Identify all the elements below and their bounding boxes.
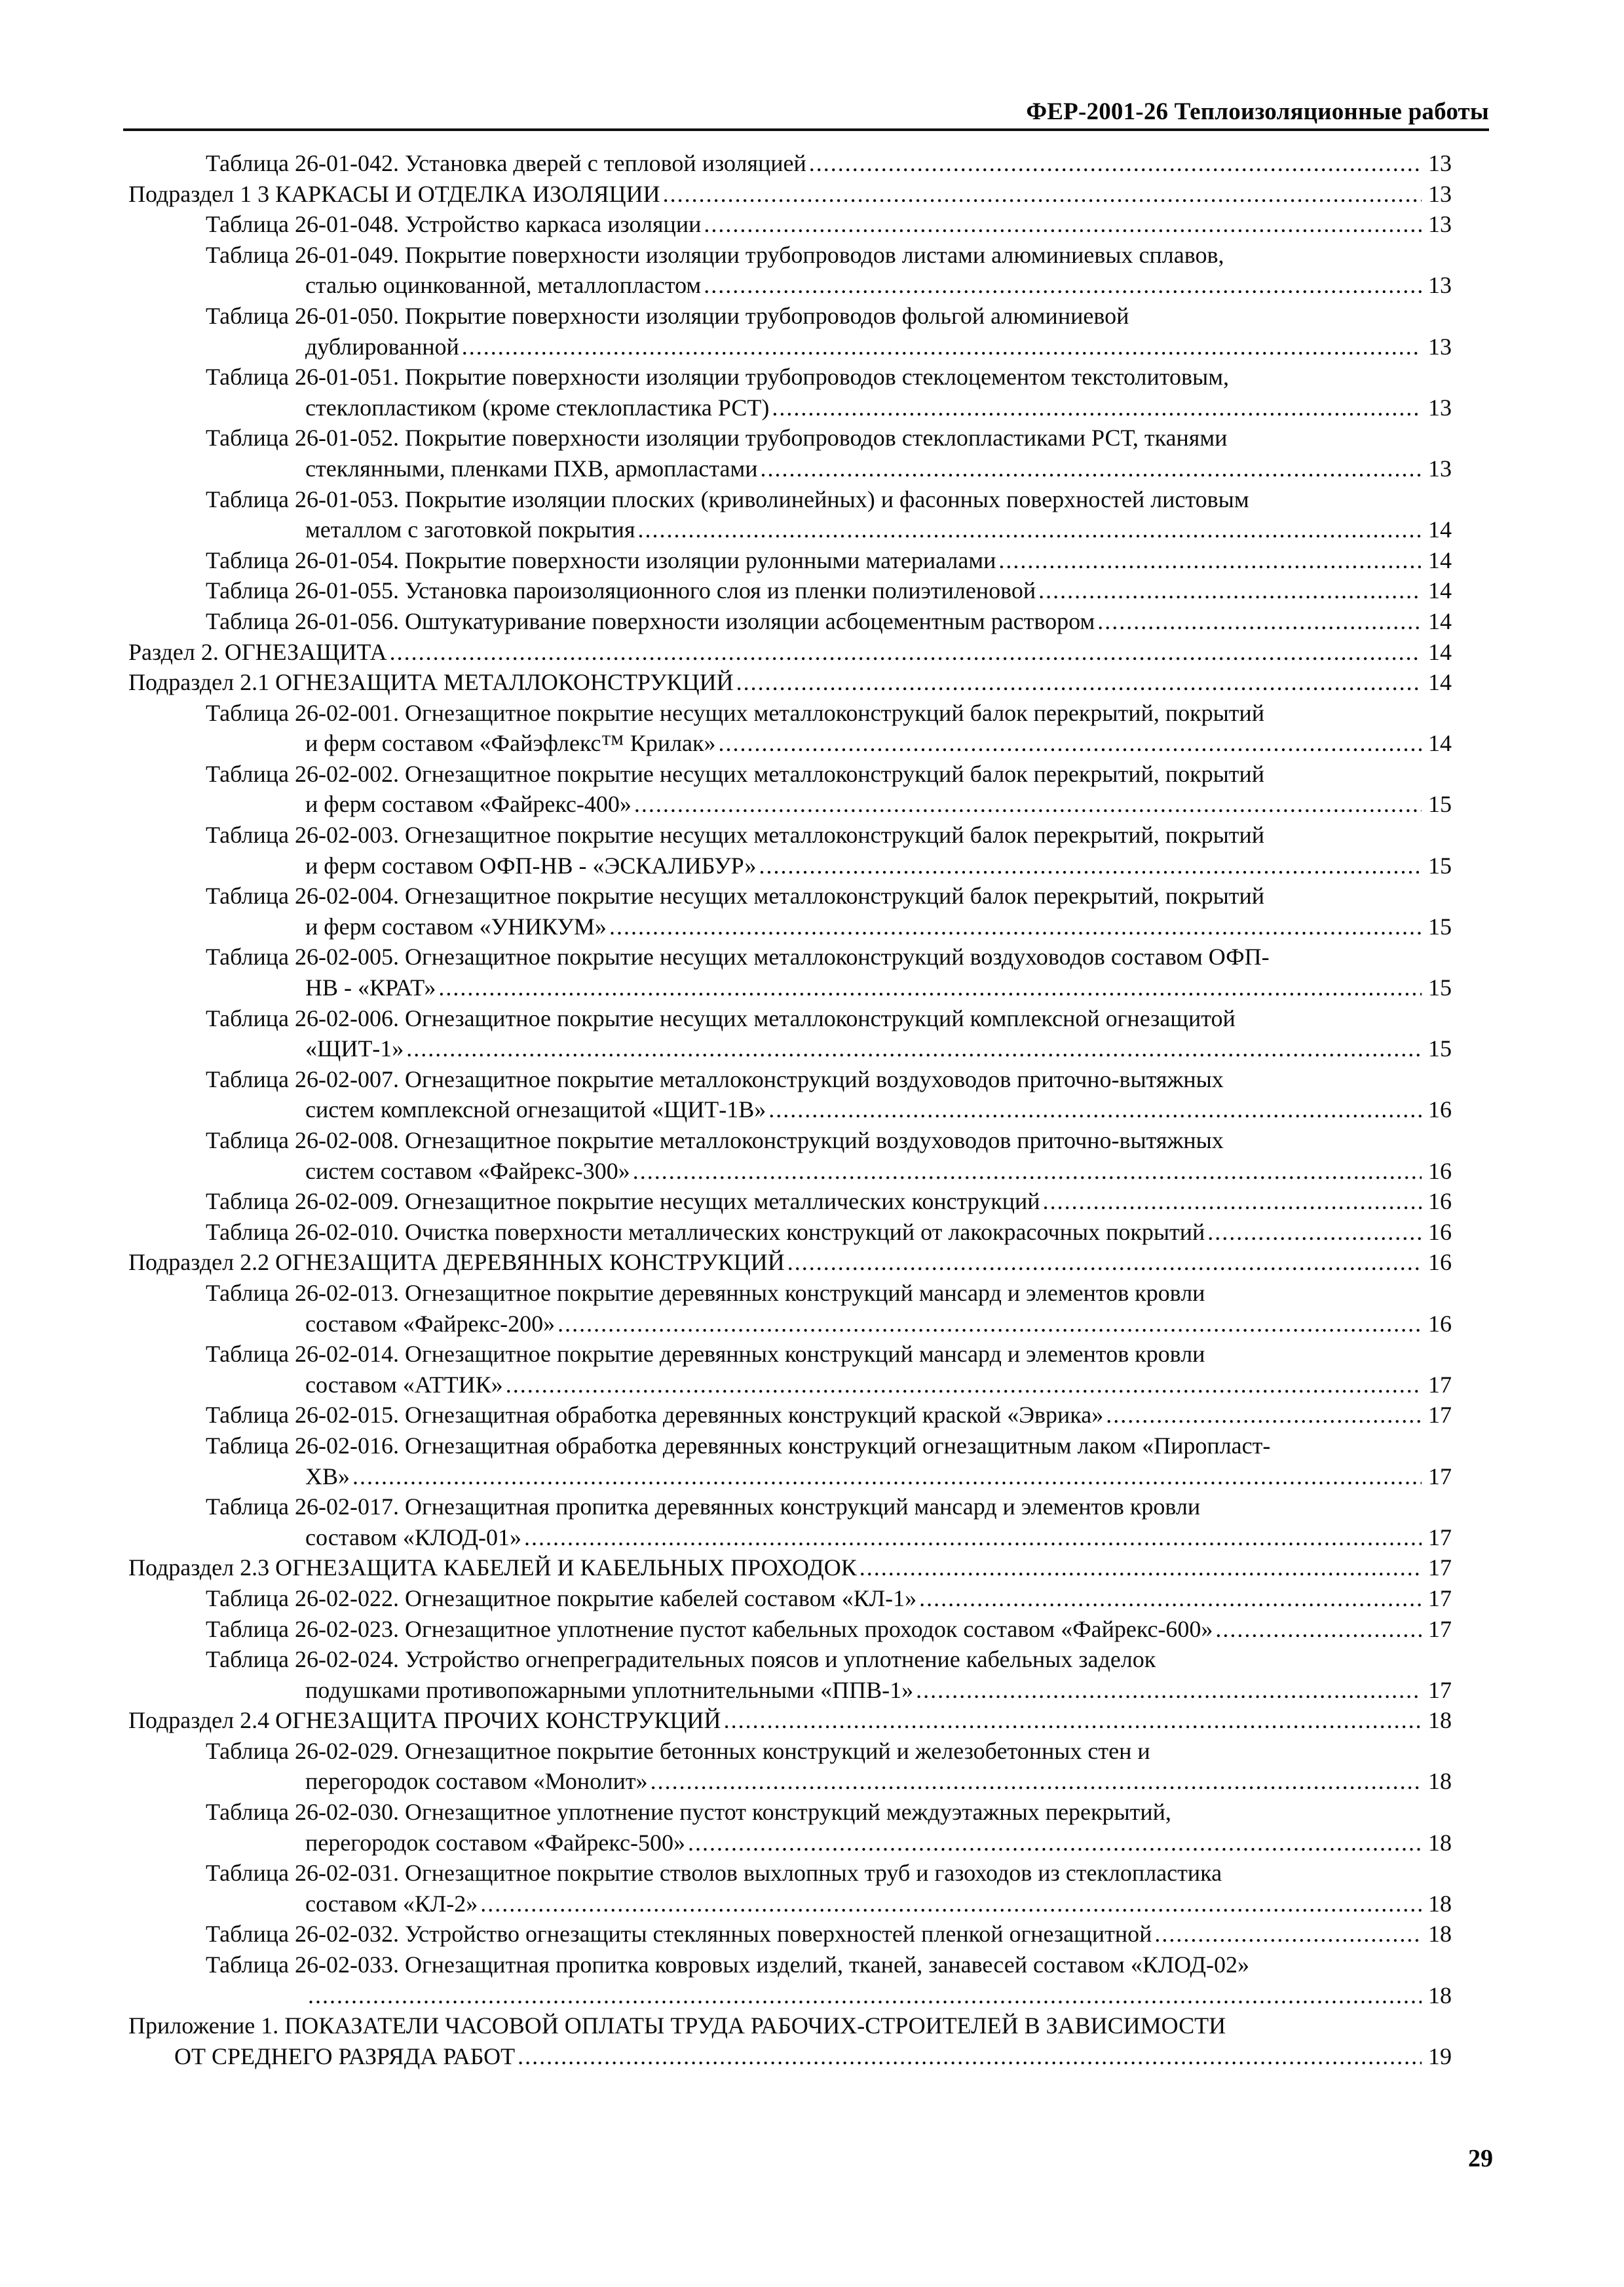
dot-leader (480, 1889, 1422, 1919)
toc-entry-line (206, 972, 1452, 1003)
toc-entry-line (128, 2041, 1452, 2072)
toc-entry-text: Подраздел 1 3 КАРКАСЫ И ОТДЕЛКА ИЗОЛЯЦИИ (128, 180, 660, 207)
toc-entry-text: Таблица 26-01-051. Покрытие поверхности изоляции трубопроводов стеклоцементом текстолитовым, (206, 364, 1230, 391)
toc-entry-text: перегородок составом «Файрекс-500» (305, 1829, 685, 1856)
toc-page-number: 14 (1428, 516, 1452, 543)
toc-entry-text: Таблица 26-02-030. Огнезащитное уплотнение пустот конструкций междуэтажных перекрытий, (206, 1799, 1171, 1826)
page-number: 29 (1468, 2145, 1493, 2172)
toc-page-number: 15 (1428, 974, 1452, 1001)
toc-page-number: 13 (1428, 333, 1452, 360)
toc-entry-text: металлом с заготовкой покрытия (305, 516, 635, 543)
toc-page-number: 18 (1428, 1707, 1452, 1734)
table-of-contents (128, 148, 1452, 2071)
toc-page-number: 13 (1428, 272, 1452, 299)
dot-leader (761, 453, 1422, 484)
toc-page-number: 18 (1428, 1982, 1452, 2008)
toc-entry[interactable] (128, 1552, 1452, 1583)
dot-leader (998, 545, 1422, 576)
toc-page-number: 17 (1428, 1524, 1452, 1550)
toc-entry[interactable] (128, 1583, 1452, 1614)
toc-entry-text: Таблица 26-01-048. Устройство каркаса изоляции (206, 211, 702, 238)
toc-entry-text: Таблица 26-02-023. Огнезащитное уплотнение пустот кабельных проходок составом «Файрекс-600» (206, 1615, 1213, 1642)
dot-leader (1154, 1919, 1422, 1950)
dot-leader (638, 514, 1422, 545)
toc-entry[interactable] (128, 1614, 1452, 1645)
toc-entry[interactable] (128, 1339, 1452, 1400)
toc-page-number: 19 (1428, 2043, 1452, 2069)
toc-entry-text: Раздел 2. ОГНЕЗАЩИТА (128, 638, 387, 665)
dot-leader (406, 1033, 1422, 1064)
toc-entry-text: Таблица 26-01-054. Покрытие поверхности изоляции рулонными материалами (206, 547, 996, 573)
toc-entry[interactable] (128, 575, 1452, 606)
dot-leader (651, 1766, 1422, 1797)
toc-entry-text: сталью оцинкованной, металлопластом (305, 272, 702, 299)
dot-leader (772, 393, 1422, 423)
toc-entry-line (206, 851, 1452, 881)
toc-page-number: 15 (1428, 852, 1452, 879)
toc-entry[interactable] (128, 1064, 1452, 1125)
toc-entry[interactable] (128, 759, 1452, 820)
toc-entry-line (206, 1766, 1452, 1797)
toc-entry[interactable] (128, 667, 1452, 698)
toc-entry-text: перегородок составом «Монолит» (305, 1768, 648, 1795)
toc-entry-line (128, 1705, 1452, 1736)
toc-entry[interactable] (128, 606, 1452, 637)
toc-page-number: 18 (1428, 1890, 1452, 1917)
toc-entry-text: Таблица 26-02-032. Устройство огнезащиты стеклянных поверхностей пленкой огнезащитной (206, 1921, 1152, 1948)
toc-entry-line (206, 1583, 1452, 1614)
toc-entry-line (206, 148, 1452, 179)
toc-entry-text: Таблица 26-02-022. Огнезащитное покрытие кабелей составом «КЛ-1» (206, 1585, 917, 1611)
toc-entry[interactable] (128, 545, 1452, 576)
toc-page-number: 14 (1428, 638, 1452, 665)
toc-entry[interactable] (128, 301, 1452, 362)
toc-entry-line (206, 209, 1452, 240)
toc-entry[interactable] (128, 1736, 1452, 1797)
toc-entry-text: стеклянными, пленками ПХВ, армопластами (305, 455, 758, 482)
dot-leader (557, 1309, 1422, 1339)
toc-entry-text: Таблица 26-01-053. Покрытие изоляции плоских (криволинейных) и фасонных поверхностей листовым (206, 486, 1249, 512)
toc-page-number: 16 (1428, 1249, 1452, 1276)
dot-leader (1038, 575, 1422, 606)
toc-entry-text: Таблица 26-01-056. Оштукатуривание поверхности изоляции асбоцементным раствором (206, 607, 1095, 634)
toc-entry[interactable] (128, 1950, 1452, 2010)
toc-entry-line (206, 453, 1452, 484)
toc-entry-line (128, 667, 1452, 698)
toc-page-number: 17 (1428, 1371, 1452, 1398)
toc-entry-text: Таблица 26-02-031. Огнезащитное покрытие стволов выхлопных труб и газоходов из стеклопластика (206, 1860, 1222, 1887)
toc-page-number: 17 (1428, 1585, 1452, 1611)
toc-page-number: 13 (1428, 180, 1452, 207)
toc-entry-line (206, 1828, 1452, 1858)
dot-leader (1207, 1217, 1422, 1248)
toc-entry[interactable] (128, 1278, 1452, 1339)
document-title: ФЕР-2001-26 Теплоизоляционные работы (1026, 98, 1489, 125)
toc-entry[interactable] (128, 1003, 1452, 1064)
toc-entry-text: Таблица 26-02-017. Огнезащитная пропитка деревянных конструкций мансард и элементов кровли (206, 1493, 1201, 1520)
toc-entry-line (206, 1094, 1452, 1125)
toc-page-number: 17 (1428, 1463, 1452, 1489)
toc-entry-text: Таблица 26-01-050. Покрытие поверхности изоляции трубопроводов фольгой алюминиевой (206, 302, 1129, 329)
toc-entry[interactable] (128, 1125, 1452, 1186)
toc-entry-line (206, 1980, 1452, 2011)
toc-entry[interactable] (128, 1400, 1452, 1431)
toc-page-number: 14 (1428, 730, 1452, 757)
toc-entry-text: Таблица 26-02-001. Огнезащитное покрытие несущих металлоконструкций балок перекрытий, покрытий (206, 699, 1265, 726)
toc-entry-line (206, 728, 1452, 759)
dot-leader (506, 1370, 1422, 1400)
toc-entry[interactable] (128, 2010, 1452, 2071)
toc-entry-text: Таблица 26-02-005. Огнезащитное покрытие несущих металлоконструкций воздуховодов составом ОФП- (206, 944, 1270, 971)
dot-leader (609, 912, 1422, 942)
toc-entry-text: подушками противопожарными уплотнительными «ППВ-1» (305, 1676, 914, 1703)
dot-leader (1215, 1614, 1422, 1645)
toc-page-number: 17 (1428, 1554, 1452, 1581)
dot-leader (809, 148, 1422, 179)
toc-entry-text: Таблица 26-01-055. Установка пароизоляционного слоя из пленки полиэтиленовой (206, 577, 1036, 604)
toc-entry-line (206, 545, 1452, 576)
toc-entry-line (206, 1614, 1452, 1645)
toc-entry-text: Таблица 26-02-003. Огнезащитное покрытие несущих металлоконструкций балок перекрытий, покрытий (206, 822, 1265, 849)
toc-page-number: 16 (1428, 1218, 1452, 1245)
toc-entry-line (128, 1552, 1452, 1583)
toc-page-number: 18 (1428, 1921, 1452, 1948)
toc-entry-text: дублированной (305, 333, 459, 360)
toc-entry-text: Таблица 26-02-002. Огнезащитное покрытие несущих металлоконструкций балок перекрытий, покрытий (206, 760, 1265, 787)
toc-entry[interactable] (128, 1217, 1452, 1248)
toc-entry-line (206, 1217, 1452, 1248)
toc-entry-text: Таблица 26-02-010. Очистка поверхности металлических конструкций от лакокрасочных покрытий (206, 1218, 1205, 1245)
toc-entry-line (206, 393, 1452, 423)
toc-page-number: 18 (1428, 1829, 1452, 1856)
toc-entry[interactable] (128, 1247, 1452, 1278)
toc-entry-line (206, 1156, 1452, 1187)
toc-page-number: 13 (1428, 394, 1452, 421)
toc-page-number: 16 (1428, 1310, 1452, 1337)
dot-leader (787, 1247, 1422, 1278)
toc-entry-text: Таблица 26-02-009. Огнезащитное покрытие несущих металлических конструкций (206, 1188, 1040, 1215)
toc-entry[interactable] (128, 240, 1452, 301)
toc-entry-text: Подраздел 2.4 ОГНЕЗАЩИТА ПРОЧИХ КОНСТРУКЦИЙ (128, 1707, 721, 1734)
toc-entry-text: НВ - «КРАТ» (305, 974, 436, 1001)
toc-entry-text: ХВ» (305, 1463, 350, 1489)
toc-entry[interactable] (128, 423, 1452, 484)
toc-entry-text: Приложение 1. ПОКАЗАТЕЛИ ЧАСОВОЙ ОПЛАТЫ ТРУДА РАБОЧИХ-СТРОИТЕЛЕЙ В ЗАВИСИМОСТИ (128, 2012, 1226, 2039)
toc-page-number: 16 (1428, 1096, 1452, 1123)
dot-leader (916, 1675, 1422, 1706)
toc-entry-text: Таблица 26-02-014. Огнезащитное покрытие деревянных конструкций мансард и элементов кровли (206, 1341, 1205, 1368)
toc-page-number: 14 (1428, 577, 1452, 604)
toc-entry-text: Таблица 26-02-033. Огнезащитная пропитка ковровых изделий, тканей, занавесей составом «КЛОД-02» (206, 1951, 1249, 1978)
toc-page-number: 17 (1428, 1615, 1452, 1642)
toc-page-number: 15 (1428, 791, 1452, 818)
toc-entry-text: Таблица 26-02-004. Огнезащитное покрытие несущих металлоконструкций балок перекрытий, покрытий (206, 883, 1265, 910)
toc-entry-line (206, 789, 1452, 820)
toc-entry-line (206, 1675, 1452, 1706)
dot-leader (352, 1461, 1422, 1492)
dot-leader (308, 1980, 1422, 2011)
dot-leader (1043, 1186, 1422, 1217)
toc-entry-text: Таблица 26-02-016. Огнезащитная обработка деревянных конструкций огнезащитным лаком «Пиропласт- (206, 1432, 1271, 1459)
toc-page-number: 14 (1428, 547, 1452, 573)
toc-page-number: 14 (1428, 669, 1452, 696)
toc-entry-text: «ЩИТ-1» (305, 1035, 404, 1062)
toc-entry-text: Таблица 26-01-052. Покрытие поверхности изоляции трубопроводов стеклопластиками РСТ, тканями (206, 425, 1228, 452)
toc-entry-text: и ферм составом ОФП-НВ - «ЭСКАЛИБУР» (305, 852, 757, 879)
toc-entry-text: и ферм составом «Файэфлекс™ Крилак» (305, 730, 716, 757)
toc-entry-line (206, 1370, 1452, 1400)
dot-leader (633, 1156, 1422, 1187)
dot-leader (634, 789, 1422, 820)
dot-leader (462, 332, 1422, 362)
toc-entry-line (206, 1919, 1452, 1950)
toc-page-number: 17 (1428, 1402, 1452, 1429)
toc-entry[interactable] (128, 881, 1452, 942)
toc-entry-text: и ферм составом «Файрекс-400» (305, 791, 632, 818)
toc-page-number: 18 (1428, 1768, 1452, 1795)
toc-entry-text: Подраздел 2.2 ОГНЕЗАЩИТА ДЕРЕВЯННЫХ КОНСТРУКЦИЙ (128, 1249, 785, 1276)
toc-entry-text: ОТ СРЕДНЕГО РАЗРЯДА РАБОТ (174, 2043, 516, 2069)
toc-page-number: 13 (1428, 211, 1452, 238)
dot-leader (688, 1828, 1422, 1858)
toc-entry-text: и ферм составом «УНИКУМ» (305, 913, 607, 940)
toc-entry-line (206, 1309, 1452, 1339)
toc-page-number: 13 (1428, 455, 1452, 482)
toc-entry-text: Таблица 26-02-015. Огнезащитная обработка деревянных конструкций краской «Эврика» (206, 1402, 1104, 1429)
toc-entry-text: Подраздел 2.1 ОГНЕЗАЩИТА МЕТАЛЛОКОНСТРУКЦИЙ (128, 669, 734, 696)
toc-entry-line (206, 514, 1452, 545)
dot-leader (663, 179, 1422, 210)
dot-leader (724, 1705, 1422, 1736)
toc-entry-text: систем комплексной огнезащитой «ЩИТ-1В» (305, 1096, 766, 1123)
dot-leader (1106, 1400, 1422, 1431)
toc-page-number: 14 (1428, 607, 1452, 634)
dot-leader (518, 2041, 1422, 2072)
toc-entry-line (206, 912, 1452, 942)
toc-entry-line (128, 1247, 1452, 1278)
toc-entry-text: Таблица 26-02-008. Огнезащитное покрытие металлоконструкций воздуховодов приточно-вытяжных (206, 1127, 1224, 1153)
dot-leader (438, 972, 1422, 1003)
toc-entry[interactable] (128, 179, 1452, 210)
toc-entry-line (206, 270, 1452, 301)
toc-entry-text: Таблица 26-02-006. Огнезащитное покрытие несущих металлоконструкций комплексной огнезащитой (206, 1005, 1236, 1031)
toc-entry-line (206, 606, 1452, 637)
dot-leader (736, 667, 1422, 698)
toc-entry-line (206, 1400, 1452, 1431)
dot-leader (919, 1583, 1422, 1614)
toc-entry-text: Таблица 26-01-042. Установка дверей с тепловой изоляцией (206, 150, 806, 176)
toc-entry[interactable] (128, 820, 1452, 881)
toc-page-number: 16 (1428, 1157, 1452, 1184)
toc-entry-text: составом «АТТИК» (305, 1371, 503, 1398)
toc-entry-text: Таблица 26-02-029. Огнезащитное покрытие бетонных конструкций и железобетонных стен и (206, 1737, 1150, 1764)
toc-entry[interactable] (128, 1431, 1452, 1491)
toc-entry[interactable] (128, 1491, 1452, 1552)
dot-leader (524, 1522, 1422, 1553)
toc-entry[interactable] (128, 484, 1452, 545)
dot-leader (1097, 606, 1422, 637)
dot-leader (704, 209, 1422, 240)
toc-entry[interactable] (128, 942, 1452, 1003)
dot-leader (859, 1552, 1422, 1583)
toc-entry-text: Таблица 26-02-007. Огнезащитное покрытие металлоконструкций воздуховодов приточно-вытяжных (206, 1066, 1224, 1092)
toc-entry-text: составом «КЛ-2» (305, 1890, 478, 1917)
running-header (123, 92, 1489, 131)
toc-entry[interactable] (128, 1186, 1452, 1217)
toc-entry[interactable] (128, 1644, 1452, 1705)
dot-leader (759, 851, 1422, 881)
toc-entry-text: Таблица 26-02-024. Устройство огнепреградительных поясов и уплотнение кабельных заделок (206, 1646, 1156, 1673)
toc-entry-line (128, 637, 1452, 668)
toc-entry-text: стеклопластиком (кроме стеклопластика РСТ) (305, 394, 770, 421)
toc-entry[interactable] (128, 148, 1452, 179)
dot-leader (719, 728, 1422, 759)
toc-entry-text: Подраздел 2.3 ОГНЕЗАЩИТА КАБЕЛЕЙ И КАБЕЛЬНЫХ ПРОХОДОК (128, 1554, 857, 1581)
dot-leader (768, 1094, 1422, 1125)
toc-entry-line (206, 332, 1452, 362)
toc-entry-line (206, 1033, 1452, 1064)
toc-entry-line (206, 575, 1452, 606)
toc-entry-text: систем составом «Файрекс-300» (305, 1157, 630, 1184)
toc-entry[interactable] (128, 1797, 1452, 1858)
toc-entry-text: Таблица 26-02-013. Огнезащитное покрытие деревянных конструкций мансард и элементов кровли (206, 1279, 1205, 1306)
toc-entry[interactable] (128, 362, 1452, 423)
toc-entry-line (206, 1461, 1452, 1492)
toc-entry[interactable] (128, 1705, 1452, 1736)
toc-entry-text: Таблица 26-01-049. Покрытие поверхности изоляции трубопроводов листами алюминиевых сплавов, (206, 241, 1224, 268)
toc-page-number: 16 (1428, 1188, 1452, 1215)
toc-entry[interactable] (128, 209, 1452, 240)
toc-entry[interactable] (128, 1919, 1452, 1950)
dot-leader (390, 637, 1422, 668)
toc-page-number: 15 (1428, 1035, 1452, 1062)
toc-entry-line (206, 1522, 1452, 1553)
toc-entry[interactable] (128, 1858, 1452, 1919)
toc-page-number: 15 (1428, 913, 1452, 940)
toc-page-number: 13 (1428, 150, 1452, 176)
toc-entry-line (128, 179, 1452, 210)
toc-entry-text: составом «Файрекс-200» (305, 1310, 556, 1337)
toc-entry[interactable] (128, 637, 1452, 668)
toc-entry-line (206, 1889, 1452, 1919)
toc-entry-text: составом «КЛОД-01» (305, 1524, 522, 1550)
toc-entry[interactable] (128, 698, 1452, 759)
dot-leader (704, 270, 1422, 301)
toc-page-number: 17 (1428, 1676, 1452, 1703)
toc-entry-line (206, 1186, 1452, 1217)
